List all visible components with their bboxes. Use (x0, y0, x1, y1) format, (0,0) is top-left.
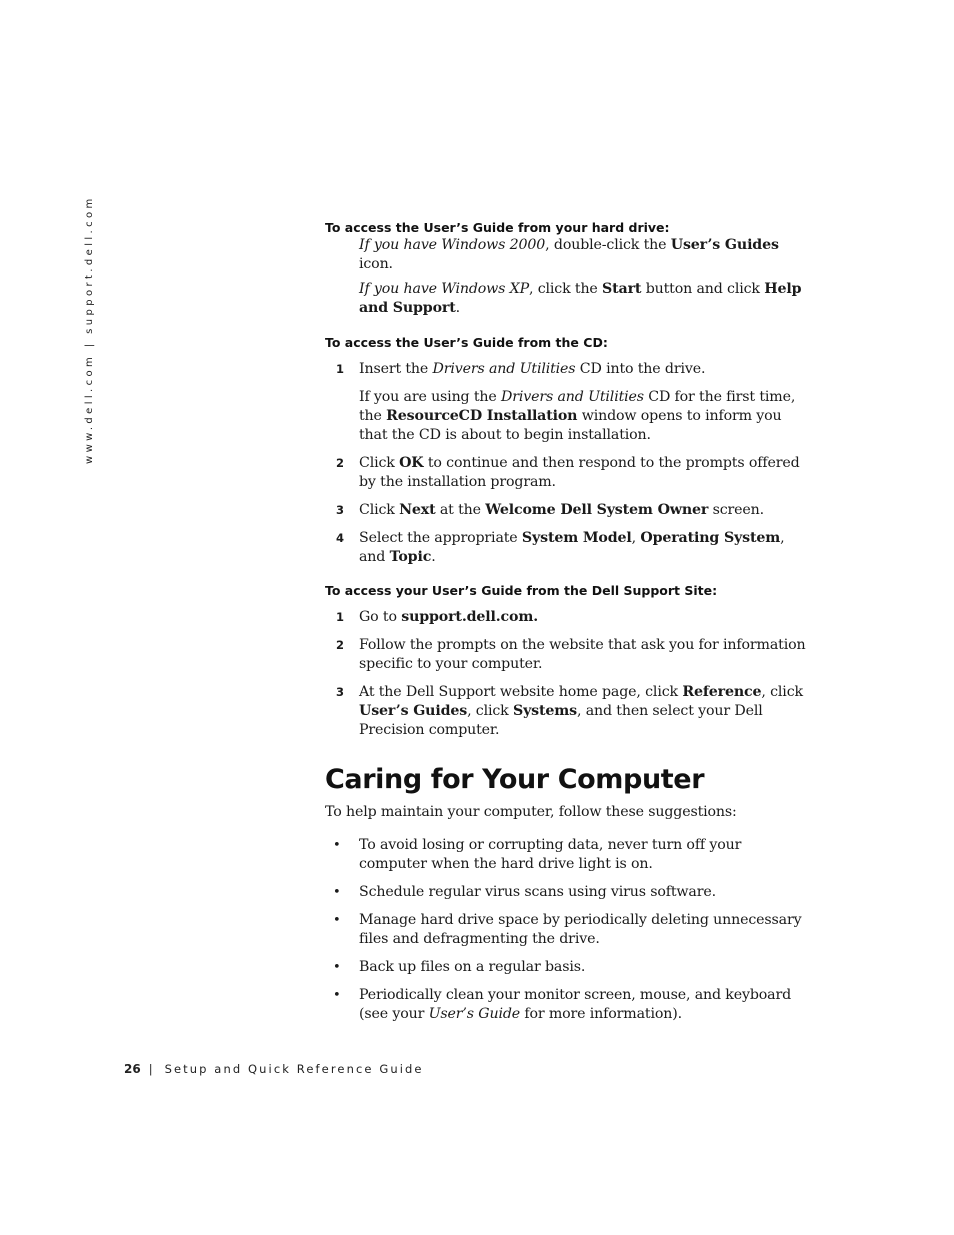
cd-step-2: 2 Click OK to continue and then respond to the prompts offered by the installation program. (336, 455, 800, 490)
caring-bullet-5: • Periodically clean your monitor screen, mouse, and keyboard (see your User’s Guide for more information). (333, 987, 792, 1022)
caring-bullet-1: • To avoid losing or corrupting data, never turn off your computer when the hard drive light is on. (333, 837, 742, 872)
support-step-3: 3 At the Dell Support website home page, click Reference, click User’s Guides, click Systems, and then select your Dell Precision computer. (336, 684, 803, 738)
windows-2000-paragraph: If you have Windows 2000, double-click the User’s Guides icon. (359, 237, 779, 272)
cd-step-4: 4 Select the appropriate System Model, Operating System, and Topic. (336, 530, 785, 565)
page-footer (124, 1062, 424, 1076)
support-site-heading: To access your User’s Guide from the Dell Support Site: (325, 583, 718, 598)
support-step-2: 2 Follow the prompts on the website that ask you for information specific to your computer. (336, 637, 806, 672)
support-step-1: 1 Go to support.dell.com. (336, 609, 538, 625)
caring-bullet-4: • Back up files on a regular basis. (333, 959, 586, 975)
footer-separator: | (148, 1062, 153, 1076)
cd-step-3: 3 Click Next at the Welcome Dell System Owner screen. (336, 502, 764, 518)
caring-heading: Caring for Your Computer (325, 764, 705, 795)
caring-bullet-2: • Schedule regular virus scans using virus software. (333, 884, 716, 900)
caring-bullet-3: • Manage hard drive space by periodically deleting unnecessary files and defragmenting the drive. (333, 912, 802, 947)
caring-intro: To help maintain your computer, follow these suggestions: (325, 804, 737, 820)
cd-step-1: 1 Insert the Drivers and Utilities CD into the drive. (336, 361, 706, 377)
sidebar-url: www.dell.com | support.dell.com (84, 195, 95, 464)
page-content (325, 219, 813, 1033)
footer-title: Setup and Quick Reference Guide (164, 1062, 424, 1076)
windows-xp-paragraph: If you have Windows XP, click the Start button and click Help and Support. (359, 281, 802, 316)
hard-drive-heading: To access the User’s Guide from your hard drive: (325, 220, 670, 235)
page-number: 26 (124, 1062, 141, 1076)
cd-step-1-note: If you are using the Drivers and Utilities CD for the first time, the ResourceCD Installation window opens to inform you that the CD is about to begin installation. (359, 389, 796, 443)
cd-heading: To access the User’s Guide from the CD: (325, 335, 608, 350)
